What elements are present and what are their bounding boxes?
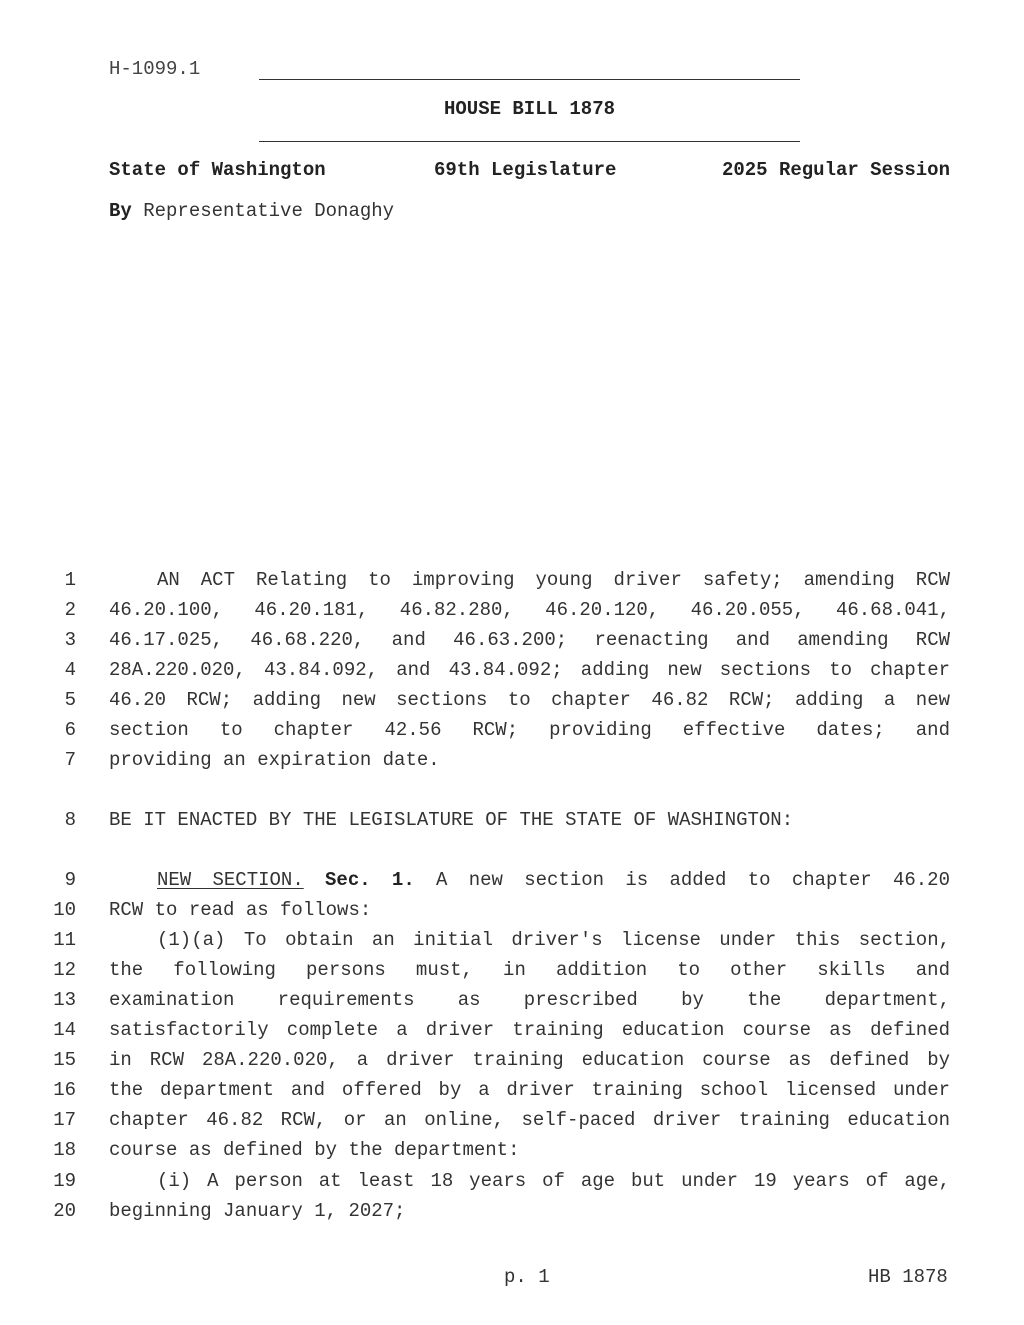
body-line bbox=[0, 989, 1024, 1019]
section-number: Sec. 1. bbox=[325, 869, 415, 891]
line-number: 7 bbox=[64, 749, 76, 771]
line-number: 1 bbox=[64, 569, 76, 591]
line-number: 18 bbox=[53, 1139, 76, 1161]
line-text: in RCW 28A.220.020, a driver training education course as defined by bbox=[109, 1049, 950, 1071]
line-text: examination requirements as prescribed by the department, bbox=[109, 989, 950, 1011]
body-line bbox=[0, 809, 1024, 839]
line-number: 16 bbox=[53, 1079, 76, 1101]
body-line bbox=[0, 689, 1024, 719]
line-text: 46.20 RCW; adding new sections to chapter 46.82 RCW; adding a new bbox=[109, 689, 950, 711]
body-line bbox=[0, 629, 1024, 659]
sponsor-line bbox=[109, 200, 394, 222]
body-line bbox=[0, 869, 1024, 899]
line-number: 14 bbox=[53, 1019, 76, 1041]
line-number: 17 bbox=[53, 1109, 76, 1131]
line-text: RCW to read as follows: bbox=[109, 899, 372, 921]
by-label: By bbox=[109, 200, 132, 222]
line-text: the following persons must, in addition to other skills and bbox=[109, 959, 950, 981]
body-line bbox=[0, 1079, 1024, 1109]
body-line bbox=[0, 1019, 1024, 1049]
body-line bbox=[0, 1139, 1024, 1169]
page-number: p. 1 bbox=[504, 1266, 550, 1288]
line-number: 10 bbox=[53, 899, 76, 921]
bill-title: HOUSE BILL 1878 bbox=[443, 98, 616, 120]
body-line bbox=[0, 569, 1024, 599]
line-text: 28A.220.020, 43.84.092, and 43.84.092; adding new sections to chapter bbox=[109, 659, 950, 681]
line-text: the department and offered by a driver training school licensed under bbox=[109, 1079, 950, 1101]
line-number: 2 bbox=[64, 599, 76, 621]
line-text: A new section is added to chapter 46.20 bbox=[436, 869, 950, 891]
body-line bbox=[0, 659, 1024, 689]
body-line bbox=[0, 899, 1024, 929]
body-line bbox=[0, 719, 1024, 749]
line-text: (i) A person at least 18 years of age but under 19 years of age, bbox=[157, 1170, 950, 1192]
line-number: 4 bbox=[64, 659, 76, 681]
body-line bbox=[0, 749, 1024, 779]
line-text: (1)(a) To obtain an initial driver's license under this section, bbox=[157, 929, 950, 951]
line-text: section to chapter 42.56 RCW; providing effective dates; and bbox=[109, 719, 950, 741]
line-number: 15 bbox=[53, 1049, 76, 1071]
footer-bill-id: HB 1878 bbox=[868, 1266, 948, 1288]
enacting-clause: BE IT ENACTED BY THE LEGISLATURE OF THE STATE OF WASHINGTON: bbox=[109, 809, 794, 831]
body-line bbox=[0, 599, 1024, 629]
sponsor-name: Representative Donaghy bbox=[143, 200, 395, 222]
line-number: 12 bbox=[53, 959, 76, 981]
body-line bbox=[0, 1200, 1024, 1230]
body-line bbox=[0, 1049, 1024, 1079]
line-text: chapter 46.82 RCW, or an online, self-paced driver training education bbox=[109, 1109, 950, 1131]
line-number: 11 bbox=[53, 929, 76, 951]
line-text: 46.20.100, 46.20.181, 46.82.280, 46.20.120, 46.20.055, 46.68.041, bbox=[109, 599, 950, 621]
session-name: 2025 Regular Session bbox=[721, 159, 950, 181]
document-id: H-1099.1 bbox=[109, 58, 201, 80]
state-name: State of Washington bbox=[109, 159, 326, 181]
line-text: 46.17.025, 46.68.220, and 46.63.200; reenacting and amending RCW bbox=[109, 629, 950, 651]
line-text: beginning January 1, 2027; bbox=[109, 1200, 406, 1222]
line-number: 6 bbox=[64, 719, 76, 741]
line-number: 13 bbox=[53, 989, 76, 1011]
legislature-number: 69th Legislature bbox=[434, 159, 617, 181]
line-number: 8 bbox=[64, 809, 76, 831]
line-text: course as defined by the department: bbox=[109, 1139, 520, 1161]
body-line bbox=[0, 929, 1024, 959]
body-line bbox=[0, 1109, 1024, 1139]
line-number: 5 bbox=[64, 689, 76, 711]
body-line bbox=[0, 1170, 1024, 1200]
section-heading bbox=[109, 869, 950, 891]
line-text: providing an expiration date. bbox=[109, 749, 440, 771]
title-rule-bottom bbox=[259, 141, 800, 142]
new-section-label: NEW SECTION. bbox=[157, 869, 304, 891]
line-number: 9 bbox=[64, 869, 76, 891]
body-line bbox=[0, 959, 1024, 989]
line-text: AN ACT Relating to improving young driver safety; amending RCW bbox=[157, 569, 950, 591]
line-number: 19 bbox=[53, 1170, 76, 1192]
line-number: 3 bbox=[64, 629, 76, 651]
title-rule-top bbox=[259, 79, 800, 80]
line-text: satisfactorily complete a driver training education course as defined bbox=[109, 1019, 950, 1041]
line-number: 20 bbox=[53, 1200, 76, 1222]
